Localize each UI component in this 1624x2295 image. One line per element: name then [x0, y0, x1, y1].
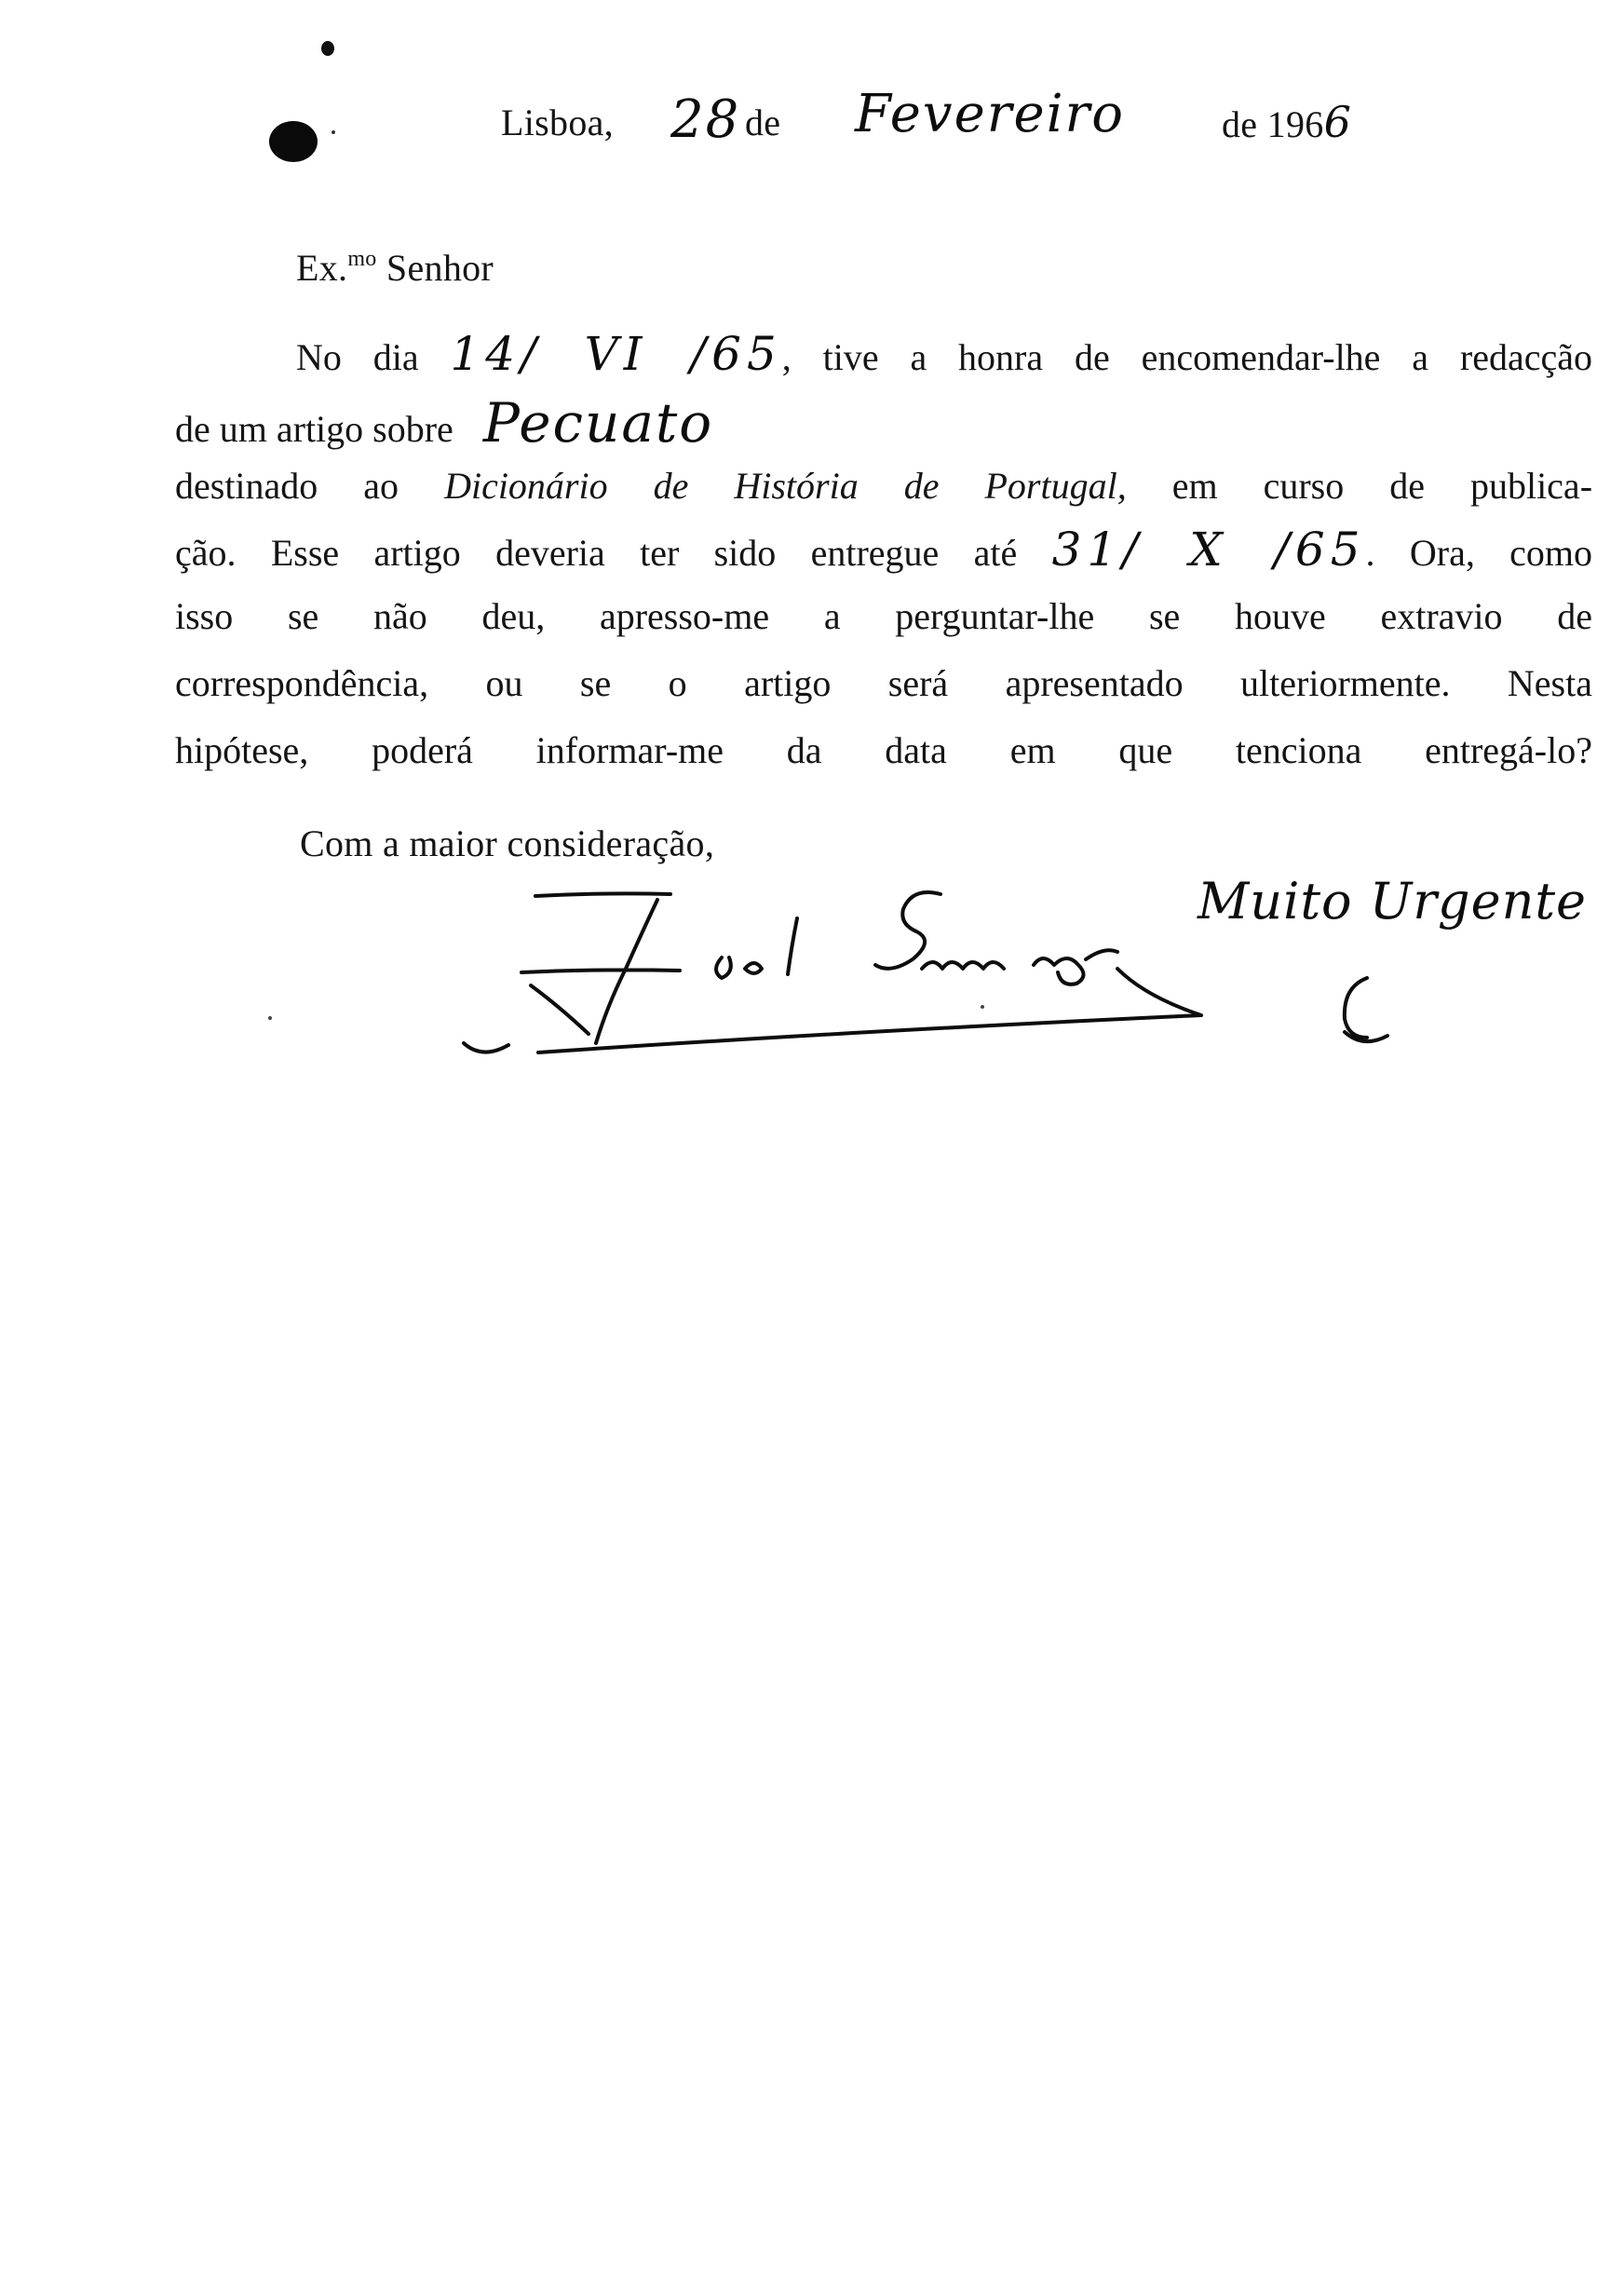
- signature-stroke-oel: [716, 918, 797, 978]
- note-mark-c: [1345, 978, 1387, 1041]
- salutation-pre: Ex.: [296, 247, 348, 289]
- dictionary-title: Dicionário de História de Portugal,: [444, 465, 1127, 507]
- signature-stroke-S: [875, 892, 941, 969]
- date-year-handwritten: 6: [1323, 97, 1353, 147]
- topic-handwritten: Pecuato: [482, 391, 714, 455]
- signature-tail: [464, 1043, 508, 1052]
- body-l2-pre: de um artigo sobre: [175, 408, 453, 450]
- date-year-printed: de 196: [1222, 103, 1324, 145]
- body-l6: correspondência, ou se o artigo será apresentado ulteriormente. Nesta: [175, 662, 1592, 704]
- salutation-post: Senhor: [376, 247, 494, 289]
- urgent-note-handwritten: Muito Urgente: [1198, 872, 1587, 930]
- salutation-sup: mo: [347, 247, 377, 271]
- body-l7: hipótese, poderá informar-me da data em que tenciona entregá-lo?: [175, 729, 1592, 771]
- date-city: Lisboa,: [501, 102, 614, 143]
- body-l1-pre: No dia: [296, 336, 419, 378]
- signature-stroke-J: [521, 893, 680, 1043]
- body-l1-post: , tive a honra de encomendar-lhe a redacção: [781, 336, 1592, 378]
- signature-stroke-errao: [922, 950, 1117, 985]
- body-l3-post: em curso de publica-: [1171, 465, 1593, 507]
- body-l5: isso se não deu, apresso-me a perguntar-lhe se houve extravio de: [175, 595, 1592, 637]
- due-date-handwritten: 31/ X /65: [1051, 523, 1366, 577]
- body-l4-post: . Ora, como: [1365, 532, 1593, 574]
- body-l3-pre: destinado ao: [175, 465, 399, 507]
- date-de: de: [745, 102, 781, 143]
- date-month-handwritten: Fevereiro: [855, 84, 1126, 144]
- order-date-handwritten: 14/ VI /65: [450, 327, 782, 381]
- signature-underline: [538, 969, 1201, 1052]
- date-day-handwritten: 28: [670, 89, 741, 150]
- body-l4-pre: ção. Esse artigo deveria ter sido entregue até: [175, 532, 1018, 574]
- closing: Com a maior consideração,: [300, 822, 715, 864]
